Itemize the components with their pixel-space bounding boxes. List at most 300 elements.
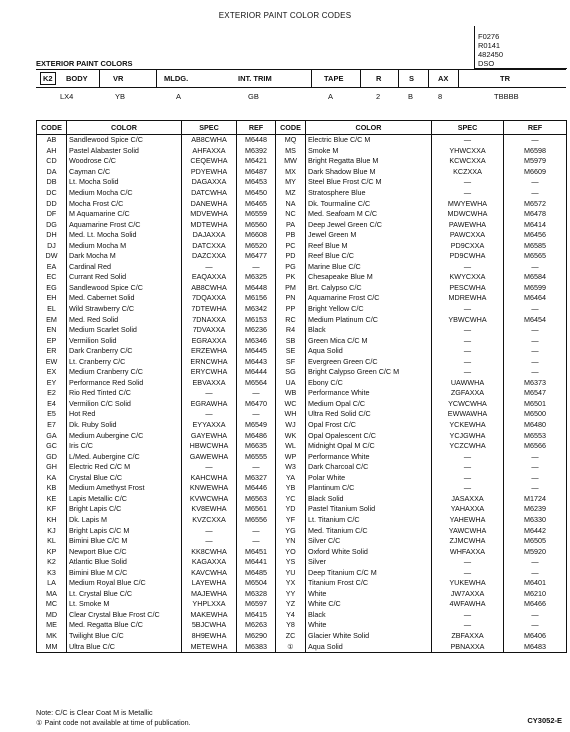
color-cell: Medium Scarlet Solid bbox=[67, 325, 182, 336]
color-cell: Smoke M bbox=[306, 146, 432, 157]
color-cell: White bbox=[306, 620, 432, 631]
color-cell: Bright Lapis C/C M bbox=[67, 525, 182, 536]
table-row bbox=[37, 356, 567, 367]
spec-cell: YAWCWHA bbox=[432, 525, 504, 536]
table-row bbox=[37, 378, 567, 389]
code-cell: PB bbox=[276, 230, 306, 241]
color-cell: Evergreen Green C/C bbox=[306, 356, 432, 367]
table-row bbox=[37, 293, 567, 304]
column-header: COLOR bbox=[67, 121, 182, 135]
code-cell: KP bbox=[37, 546, 67, 557]
table-row bbox=[37, 240, 567, 251]
ref-cell: M6547 bbox=[504, 388, 567, 399]
ref-cell: M6328 bbox=[237, 589, 276, 600]
code-cell: EY bbox=[37, 378, 67, 389]
code-cell: WP bbox=[276, 451, 306, 462]
option-value-row bbox=[36, 92, 566, 104]
table-row bbox=[37, 399, 567, 410]
color-cell: Bimini Blue C/C M bbox=[67, 536, 182, 547]
table-row bbox=[37, 146, 567, 157]
ref-cell: M6414 bbox=[504, 219, 567, 230]
divider bbox=[398, 70, 399, 87]
table-row bbox=[37, 335, 567, 346]
code-cell: WB bbox=[276, 388, 306, 399]
color-cell: Plantinum C/C bbox=[306, 483, 432, 494]
spec-cell: YHWCXXA bbox=[432, 146, 504, 157]
ref-cell: — bbox=[504, 262, 567, 273]
spec-cell: PBNAXXA bbox=[432, 641, 504, 652]
ref-cell: M6483 bbox=[504, 641, 567, 652]
ref-cell: M1724 bbox=[504, 494, 567, 505]
spec-cell: YCZCWHA bbox=[432, 441, 504, 452]
spec-cell: — bbox=[432, 567, 504, 578]
code-cell: NA bbox=[276, 198, 306, 209]
code-cell: PM bbox=[276, 283, 306, 294]
table-body bbox=[37, 135, 567, 653]
divider bbox=[311, 70, 312, 87]
color-cell: Dark Shadow Blue M bbox=[306, 167, 432, 178]
code-cell: KE bbox=[37, 494, 67, 505]
dso-code: DSO bbox=[478, 59, 495, 68]
ref-cell: M6448 bbox=[237, 283, 276, 294]
color-cell: Bright Lapis C/C bbox=[67, 504, 182, 515]
color-cell: Twilight Blue C/C bbox=[67, 631, 182, 642]
ax-value: 8 bbox=[438, 92, 443, 101]
code-cell: KF bbox=[37, 504, 67, 515]
color-cell: Silver C/C bbox=[306, 536, 432, 547]
ref-cell: — bbox=[237, 388, 276, 399]
ref-cell: M6153 bbox=[237, 314, 276, 325]
ref-cell: M6401 bbox=[504, 578, 567, 589]
ref-cell: M6448 bbox=[237, 135, 276, 146]
color-cell: Brt. Calypso C/C bbox=[306, 283, 432, 294]
code-cell: RC bbox=[276, 314, 306, 325]
spec-cell: KVZCXXA bbox=[182, 515, 237, 526]
spec-cell: PD9CXXA bbox=[432, 240, 504, 251]
spec-cell: YAHAXXA bbox=[432, 504, 504, 515]
code-cell: Y4 bbox=[276, 610, 306, 621]
spec-cell: LAYEWHA bbox=[182, 578, 237, 589]
code-cell: KJ bbox=[37, 525, 67, 536]
code-cell: YZ bbox=[276, 599, 306, 610]
color-cell: Aquamarine Frost C/C bbox=[67, 219, 182, 230]
spec-cell: DATCXXA bbox=[182, 240, 237, 251]
color-cell: Sandlewood Spice C/C bbox=[67, 135, 182, 146]
dso-code: 482450 bbox=[478, 50, 504, 59]
color-cell: Vermilion Solid bbox=[67, 335, 182, 346]
section-label: EXTERIOR PAINT COLORS bbox=[36, 59, 133, 68]
spec-cell: ERNCWHA bbox=[182, 356, 237, 367]
ref-cell: — bbox=[504, 325, 567, 336]
spec-cell: — bbox=[432, 462, 504, 473]
ref-cell: M6553 bbox=[504, 430, 567, 441]
code-cell: KH bbox=[37, 515, 67, 526]
ref-cell: M6505 bbox=[504, 536, 567, 547]
code-cell: AB bbox=[37, 135, 67, 146]
color-cell: Green Mica C/C M bbox=[306, 335, 432, 346]
color-cell: Medium Aubergine C/C bbox=[67, 430, 182, 441]
code-cell: DW bbox=[37, 251, 67, 262]
spec-cell: — bbox=[432, 610, 504, 621]
ref-cell: M5920 bbox=[504, 546, 567, 557]
ref-cell: M6464 bbox=[504, 293, 567, 304]
table-row bbox=[37, 430, 567, 441]
table-row bbox=[37, 314, 567, 325]
color-cell: M Aquamarine C/C bbox=[67, 209, 182, 220]
code-cell: NC bbox=[276, 209, 306, 220]
code-cell: ZC bbox=[276, 631, 306, 642]
ref-cell: M6555 bbox=[237, 451, 276, 462]
code-cell: DD bbox=[37, 198, 67, 209]
ref-cell: — bbox=[504, 177, 567, 188]
spec-cell: 8H9EWHA bbox=[182, 631, 237, 642]
spec-cell: EYYAXXA bbox=[182, 420, 237, 431]
table-row bbox=[37, 272, 567, 283]
color-cell: Medium Opal C/C bbox=[306, 399, 432, 410]
spec-cell: — bbox=[432, 262, 504, 273]
color-cell: Lt. Crystal Blue C/C bbox=[67, 589, 182, 600]
spec-cell: AHFAXXA bbox=[182, 146, 237, 157]
code-cell: YB bbox=[276, 483, 306, 494]
spec-cell: 5BJCWHA bbox=[182, 620, 237, 631]
spec-cell: ZGFAXXA bbox=[432, 388, 504, 399]
ref-cell: — bbox=[504, 451, 567, 462]
code-cell: E4 bbox=[37, 399, 67, 410]
ref-cell: M6421 bbox=[237, 156, 276, 167]
color-cell: Black bbox=[306, 325, 432, 336]
code-cell: K3 bbox=[37, 567, 67, 578]
spec-cell: CEQEWHA bbox=[182, 156, 237, 167]
table-row bbox=[37, 198, 567, 209]
code-cell: YD bbox=[276, 504, 306, 515]
spec-cell: MWYEWHA bbox=[432, 198, 504, 209]
spec-cell: YCJGWHA bbox=[432, 430, 504, 441]
code-cell: MW bbox=[276, 156, 306, 167]
spec-cell: EGRAWHA bbox=[182, 399, 237, 410]
spec-cell: — bbox=[432, 367, 504, 378]
code-cell: ER bbox=[37, 346, 67, 357]
ref-cell: M6466 bbox=[504, 599, 567, 610]
code-cell: E5 bbox=[37, 409, 67, 420]
table-row bbox=[37, 135, 567, 146]
spec-cell: DAGAXXA bbox=[182, 177, 237, 188]
ref-cell: — bbox=[504, 335, 567, 346]
code-cell: DG bbox=[37, 219, 67, 230]
spec-cell: YAHEWHA bbox=[432, 515, 504, 526]
ref-cell: M6263 bbox=[237, 620, 276, 631]
spec-cell: MDREWHA bbox=[432, 293, 504, 304]
code-cell: PC bbox=[276, 240, 306, 251]
spec-cell: KNWEWHA bbox=[182, 483, 237, 494]
table-row bbox=[37, 504, 567, 515]
ref-cell: — bbox=[504, 473, 567, 484]
code-cell: SG bbox=[276, 367, 306, 378]
ref-cell: — bbox=[237, 262, 276, 273]
dso-code: R0141 bbox=[478, 41, 501, 50]
table-row bbox=[37, 156, 567, 167]
ref-cell: M6346 bbox=[237, 335, 276, 346]
code-cell: CD bbox=[37, 156, 67, 167]
ref-cell: M6566 bbox=[504, 441, 567, 452]
spec-cell: AB8CWHA bbox=[182, 135, 237, 146]
spec-cell: — bbox=[432, 177, 504, 188]
ref-cell: M6290 bbox=[237, 631, 276, 642]
mldg-header: MLDG. bbox=[164, 74, 189, 83]
code-cell: GH bbox=[37, 462, 67, 473]
ref-cell: M6564 bbox=[237, 378, 276, 389]
color-cell: Deep Titanium C/C M bbox=[306, 567, 432, 578]
table-row bbox=[37, 620, 567, 631]
ref-cell: M6236 bbox=[237, 325, 276, 336]
code-cell: YS bbox=[276, 557, 306, 568]
spec-cell: — bbox=[432, 325, 504, 336]
color-cell: Opal Opalescent C/C bbox=[306, 430, 432, 441]
ref-cell: M6598 bbox=[504, 146, 567, 157]
color-cell: Wild Strawberry C/C bbox=[67, 304, 182, 315]
spec-cell: YHPLXXA bbox=[182, 599, 237, 610]
ref-cell: M6584 bbox=[504, 272, 567, 283]
spec-cell: ERZEWHA bbox=[182, 346, 237, 357]
spec-cell: MDWCWHA bbox=[432, 209, 504, 220]
color-cell: Crystal Blue C/C bbox=[67, 473, 182, 484]
ref-cell: M6342 bbox=[237, 304, 276, 315]
spec-cell: — bbox=[182, 409, 237, 420]
code-cell: GD bbox=[37, 451, 67, 462]
spec-cell: 7DNAXXA bbox=[182, 314, 237, 325]
ref-cell: M6478 bbox=[504, 209, 567, 220]
color-cell: Steel Blue Frost C/C M bbox=[306, 177, 432, 188]
spec-cell: AB8CWHA bbox=[182, 283, 237, 294]
spec-cell: KAGAXXA bbox=[182, 557, 237, 568]
spec-cell: ERYCWHA bbox=[182, 367, 237, 378]
spec-cell: WHFAXXA bbox=[432, 546, 504, 557]
code-cell: MM bbox=[37, 641, 67, 652]
ref-cell: M6453 bbox=[237, 177, 276, 188]
table-row bbox=[37, 388, 567, 399]
code-cell: WC bbox=[276, 399, 306, 410]
ref-cell: M6450 bbox=[237, 188, 276, 199]
spec-cell: — bbox=[182, 462, 237, 473]
code-cell: WJ bbox=[276, 420, 306, 431]
color-cell: Oxford White Solid bbox=[306, 546, 432, 557]
table-row bbox=[37, 641, 567, 652]
ref-cell: M6325 bbox=[237, 272, 276, 283]
color-cell: Dark Mocha M bbox=[67, 251, 182, 262]
code-cell: EP bbox=[37, 335, 67, 346]
code-cell: MS bbox=[276, 146, 306, 157]
spec-cell: — bbox=[432, 346, 504, 357]
table-row bbox=[37, 462, 567, 473]
table-row bbox=[37, 525, 567, 536]
ref-cell: M6597 bbox=[237, 599, 276, 610]
ref-cell: — bbox=[504, 557, 567, 568]
color-cell: Titanium Frost C/C bbox=[306, 578, 432, 589]
ref-cell: M6561 bbox=[237, 504, 276, 515]
paint-code-table bbox=[36, 120, 567, 653]
ref-cell: M6442 bbox=[504, 525, 567, 536]
dso-code-box bbox=[474, 26, 567, 69]
color-cell: Bright Calypso Green C/C M bbox=[306, 367, 432, 378]
color-cell: Bimini Blue M C/C bbox=[67, 567, 182, 578]
color-cell: Reef Blue C/C bbox=[306, 251, 432, 262]
figure-id: CY3052-E bbox=[527, 716, 562, 725]
spec-cell: DANEWHA bbox=[182, 198, 237, 209]
ref-cell: M6559 bbox=[237, 209, 276, 220]
code-cell: UA bbox=[276, 378, 306, 389]
color-cell: Aqua Solid bbox=[306, 641, 432, 652]
k2-header: K2 bbox=[40, 72, 56, 85]
spec-cell: ZJMCWHA bbox=[432, 536, 504, 547]
color-cell: Bright Yellow C/C bbox=[306, 304, 432, 315]
ref-cell: M6327 bbox=[237, 473, 276, 484]
table-row bbox=[37, 346, 567, 357]
ref-cell: M6446 bbox=[237, 483, 276, 494]
color-cell: Aqua Solid bbox=[306, 346, 432, 357]
ref-cell: M6609 bbox=[504, 167, 567, 178]
table-row bbox=[37, 325, 567, 336]
code-cell: KB bbox=[37, 483, 67, 494]
color-cell: Stratosphere Blue bbox=[306, 188, 432, 199]
code-cell: MQ bbox=[276, 135, 306, 146]
table-row bbox=[37, 283, 567, 294]
spec-cell: KVWCWHA bbox=[182, 494, 237, 505]
divider bbox=[428, 70, 429, 87]
table-row bbox=[37, 610, 567, 621]
color-cell: Performance Red Solid bbox=[67, 378, 182, 389]
ref-cell: M6486 bbox=[237, 430, 276, 441]
spec-cell: PESCWHA bbox=[432, 283, 504, 294]
spec-cell: EWWAWHA bbox=[432, 409, 504, 420]
ref-cell: M6572 bbox=[504, 198, 567, 209]
spec-cell: — bbox=[432, 451, 504, 462]
table-row bbox=[37, 567, 567, 578]
ref-cell: M6444 bbox=[237, 367, 276, 378]
spec-cell: — bbox=[182, 262, 237, 273]
color-cell: Hot Red bbox=[67, 409, 182, 420]
ref-cell: — bbox=[504, 188, 567, 199]
code-cell: EW bbox=[37, 356, 67, 367]
code-cell: K2 bbox=[37, 557, 67, 568]
code-cell: MC bbox=[37, 599, 67, 610]
code-cell: YC bbox=[276, 494, 306, 505]
spec-cell: 4WFAWHA bbox=[432, 599, 504, 610]
spec-cell: EAQAXXA bbox=[182, 272, 237, 283]
code-cell: WK bbox=[276, 430, 306, 441]
code-cell: YF bbox=[276, 515, 306, 526]
body-value: LX4 bbox=[60, 92, 74, 101]
code-cell: PN bbox=[276, 293, 306, 304]
table-row bbox=[37, 409, 567, 420]
body-header: BODY bbox=[66, 74, 88, 83]
color-cell: Chesapeake Blue M bbox=[306, 272, 432, 283]
r-value: 2 bbox=[376, 92, 381, 101]
ref-cell: M6565 bbox=[504, 251, 567, 262]
ref-cell: M6406 bbox=[504, 631, 567, 642]
code-cell: ① bbox=[276, 641, 306, 652]
color-cell: Electric Red C/C M bbox=[67, 462, 182, 473]
vr-header: VR bbox=[113, 74, 124, 83]
code-cell: DJ bbox=[37, 240, 67, 251]
table-row bbox=[37, 304, 567, 315]
color-cell: Performance White bbox=[306, 451, 432, 462]
divider bbox=[156, 70, 157, 87]
ref-cell: M6477 bbox=[237, 251, 276, 262]
spec-cell: — bbox=[432, 188, 504, 199]
code-cell: YA bbox=[276, 473, 306, 484]
color-cell: Dark Charcoal C/C bbox=[306, 462, 432, 473]
color-cell: Medium Cranberry C/C bbox=[67, 367, 182, 378]
spec-cell: YBWCWHA bbox=[432, 314, 504, 325]
code-cell: KL bbox=[37, 536, 67, 547]
spec-cell: — bbox=[182, 388, 237, 399]
code-cell: PP bbox=[276, 304, 306, 315]
code-cell: PK bbox=[276, 272, 306, 283]
code-cell: E2 bbox=[37, 388, 67, 399]
table-row bbox=[37, 367, 567, 378]
spec-cell: ZBFAXXA bbox=[432, 631, 504, 642]
spec-cell: METEWHA bbox=[182, 641, 237, 652]
spec-cell: — bbox=[432, 304, 504, 315]
color-cell: Med. Lt. Mocha Solid bbox=[67, 230, 182, 241]
color-cell: Silver bbox=[306, 557, 432, 568]
divider bbox=[360, 70, 361, 87]
table-row bbox=[37, 473, 567, 484]
column-header: CODE bbox=[276, 121, 306, 135]
s-value: B bbox=[408, 92, 414, 101]
tape-header: TAPE bbox=[324, 74, 344, 83]
color-cell: Medium Mocha M bbox=[67, 240, 182, 251]
color-cell: Dk. Ruby Solid bbox=[67, 420, 182, 431]
tr-value: TBBBB bbox=[494, 92, 519, 101]
table-row bbox=[37, 219, 567, 230]
spec-cell: MDTEWHA bbox=[182, 219, 237, 230]
code-cell: SF bbox=[276, 356, 306, 367]
ref-cell: — bbox=[504, 620, 567, 631]
color-cell: Performance White bbox=[306, 388, 432, 399]
ref-cell: — bbox=[504, 610, 567, 621]
color-cell: Ultra Red Solid C/C bbox=[306, 409, 432, 420]
code-cell: EC bbox=[37, 272, 67, 283]
ref-cell: M6501 bbox=[504, 399, 567, 410]
ref-cell: M6480 bbox=[504, 420, 567, 431]
spec-cell: KCZXXA bbox=[432, 167, 504, 178]
spec-cell: YCWCWHA bbox=[432, 399, 504, 410]
code-cell: ME bbox=[37, 620, 67, 631]
code-cell: W3 bbox=[276, 462, 306, 473]
spec-cell: YCKEWHA bbox=[432, 420, 504, 431]
table-row bbox=[37, 177, 567, 188]
color-cell: Medium Platinum C/C bbox=[306, 314, 432, 325]
color-cell: Jewel Green M bbox=[306, 230, 432, 241]
ref-cell: — bbox=[504, 346, 567, 357]
ref-cell: M6392 bbox=[237, 146, 276, 157]
spec-cell: PD9CWHA bbox=[432, 251, 504, 262]
divider bbox=[99, 70, 100, 87]
color-cell: White C/C bbox=[306, 599, 432, 610]
color-cell: Medium Mocha C/C bbox=[67, 188, 182, 199]
table-row bbox=[37, 494, 567, 505]
code-cell: Y8 bbox=[276, 620, 306, 631]
ref-cell: M6456 bbox=[504, 230, 567, 241]
code-cell: MX bbox=[276, 167, 306, 178]
code-cell: YO bbox=[276, 546, 306, 557]
ref-cell: M6500 bbox=[504, 409, 567, 420]
color-cell: Med. Seafoam M C/C bbox=[306, 209, 432, 220]
spec-cell: — bbox=[432, 356, 504, 367]
spec-cell: PDYEWHA bbox=[182, 167, 237, 178]
code-cell: DH bbox=[37, 230, 67, 241]
color-cell: Rio Red Tinted C/C bbox=[67, 388, 182, 399]
